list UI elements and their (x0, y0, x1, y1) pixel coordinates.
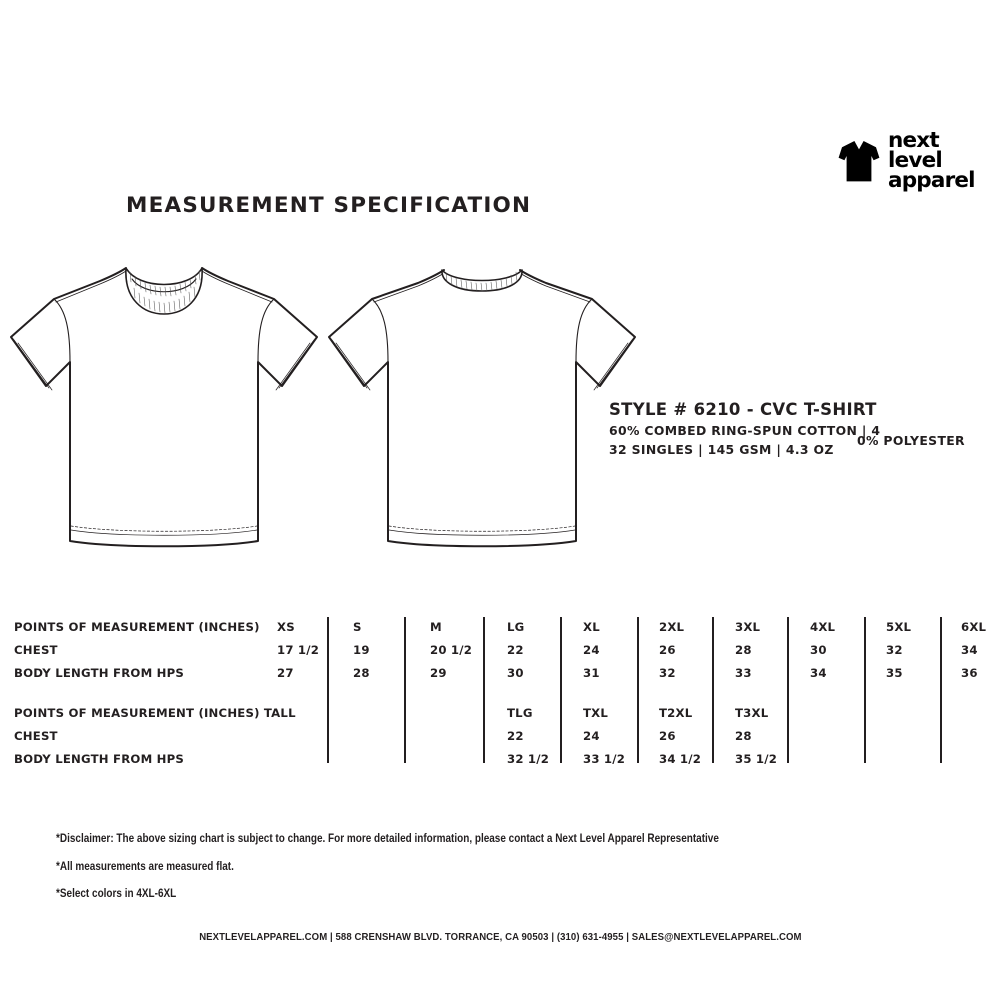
table-cell: 32 1/2 (507, 752, 550, 766)
disclaimer-line: *Select colors in 4XL-6XL (56, 887, 177, 900)
table-cell: 33 1/2 (583, 752, 626, 766)
table-cell: 34 (810, 666, 827, 680)
table-cell: 27 (277, 666, 294, 680)
column-divider (560, 617, 562, 763)
disclaimer-line: *Disclaimer: The above sizing chart is subject to change. For more detailed information, please contact a Next Level Apparel Representative (56, 832, 719, 845)
table-cell: 20 1/2 (430, 643, 473, 657)
table-row-label: BODY LENGTH FROM HPS (14, 752, 185, 766)
table-size-header: 4XL (810, 620, 836, 634)
table-size-header: 6XL (961, 620, 987, 634)
style-info-block (609, 400, 1000, 459)
table-cell: 24 (583, 643, 600, 657)
table-cell: 22 (507, 729, 524, 743)
table-size-header: S (353, 620, 362, 634)
style-composition-line (609, 421, 1000, 448)
table-cell: 31 (583, 666, 600, 680)
table-cell: 35 (886, 666, 903, 680)
table-cell: 28 (353, 666, 370, 680)
brand-logo (838, 128, 988, 193)
table-cell: 36 (961, 666, 978, 680)
style-composition-tail: 0% POLYESTER (857, 432, 965, 448)
table-cell: 29 (430, 666, 447, 680)
column-divider (864, 617, 866, 763)
table-size-header: TLG (507, 706, 533, 720)
table-cell: 28 (735, 729, 752, 743)
table-cell: 34 1/2 (659, 752, 702, 766)
table-cell: 26 (659, 643, 676, 657)
table-size-header: 5XL (886, 620, 912, 634)
table-size-header: T3XL (735, 706, 769, 720)
table-section-header-label: POINTS OF MEASUREMENT (INCHES) TALL (14, 706, 296, 720)
footer (0, 927, 1000, 945)
table-cell: 33 (735, 666, 752, 680)
table-cell: 19 (353, 643, 370, 657)
column-divider (940, 617, 942, 763)
table-size-header: 3XL (735, 620, 761, 634)
table-cell: 32 (886, 643, 903, 657)
table-section-header-label: POINTS OF MEASUREMENT (INCHES) (14, 620, 260, 634)
brand-line-2: apparel (888, 168, 975, 193)
column-divider (712, 617, 714, 763)
column-divider (637, 617, 639, 763)
page-title: MEASUREMENT SPECIFICATION (126, 193, 532, 218)
style-heading: STYLE # 6210 - CVC T-SHIRT (609, 400, 877, 419)
table-cell: 26 (659, 729, 676, 743)
column-divider (404, 617, 406, 763)
disclaimer-block (56, 832, 956, 915)
table-size-header: TXL (583, 706, 609, 720)
tshirt-front-illustration (8, 258, 320, 550)
brand-wordmark (888, 128, 988, 193)
table-size-header: XS (277, 620, 295, 634)
style-weight-line: 32 SINGLES | 145 GSM | 4.3 OZ (609, 441, 834, 457)
tshirt-icon (838, 139, 880, 183)
measurement-table (0, 614, 1000, 766)
table-size-header: T2XL (659, 706, 693, 720)
table-row-label: CHEST (14, 729, 58, 743)
table-size-header: XL (583, 620, 600, 634)
table-row-label: CHEST (14, 643, 58, 657)
column-divider (483, 617, 485, 763)
table-cell: 35 1/2 (735, 752, 778, 766)
table-row-label: BODY LENGTH FROM HPS (14, 666, 185, 680)
column-divider (327, 617, 329, 763)
table-cell: 30 (810, 643, 827, 657)
table-cell: 22 (507, 643, 524, 657)
column-divider (787, 617, 789, 763)
table-cell: 17 1/2 (277, 643, 320, 657)
table-cell: 28 (735, 643, 752, 657)
footer-contact-text: NEXTLEVELAPPAREL.COM | 588 CRENSHAW BLVD. TORRANCE, CA 90503 | (310) 631-4955 | SALES@NEXTLEVELAPPAREL.COM (198, 932, 802, 943)
brand-line-1: next level (888, 128, 942, 174)
disclaimer-line: *All measurements are measured flat. (56, 859, 234, 873)
table-size-header: LG (507, 620, 525, 634)
table-size-header: 2XL (659, 620, 685, 634)
table-cell: 32 (659, 666, 676, 680)
tshirt-back-illustration (326, 258, 638, 550)
style-composition-text: 60% COMBED RING-SPUN COTTON | 4 (609, 422, 881, 438)
table-cell: 24 (583, 729, 600, 743)
table-cell: 34 (961, 643, 978, 657)
table-cell: 30 (507, 666, 524, 680)
table-size-header: M (430, 620, 442, 634)
